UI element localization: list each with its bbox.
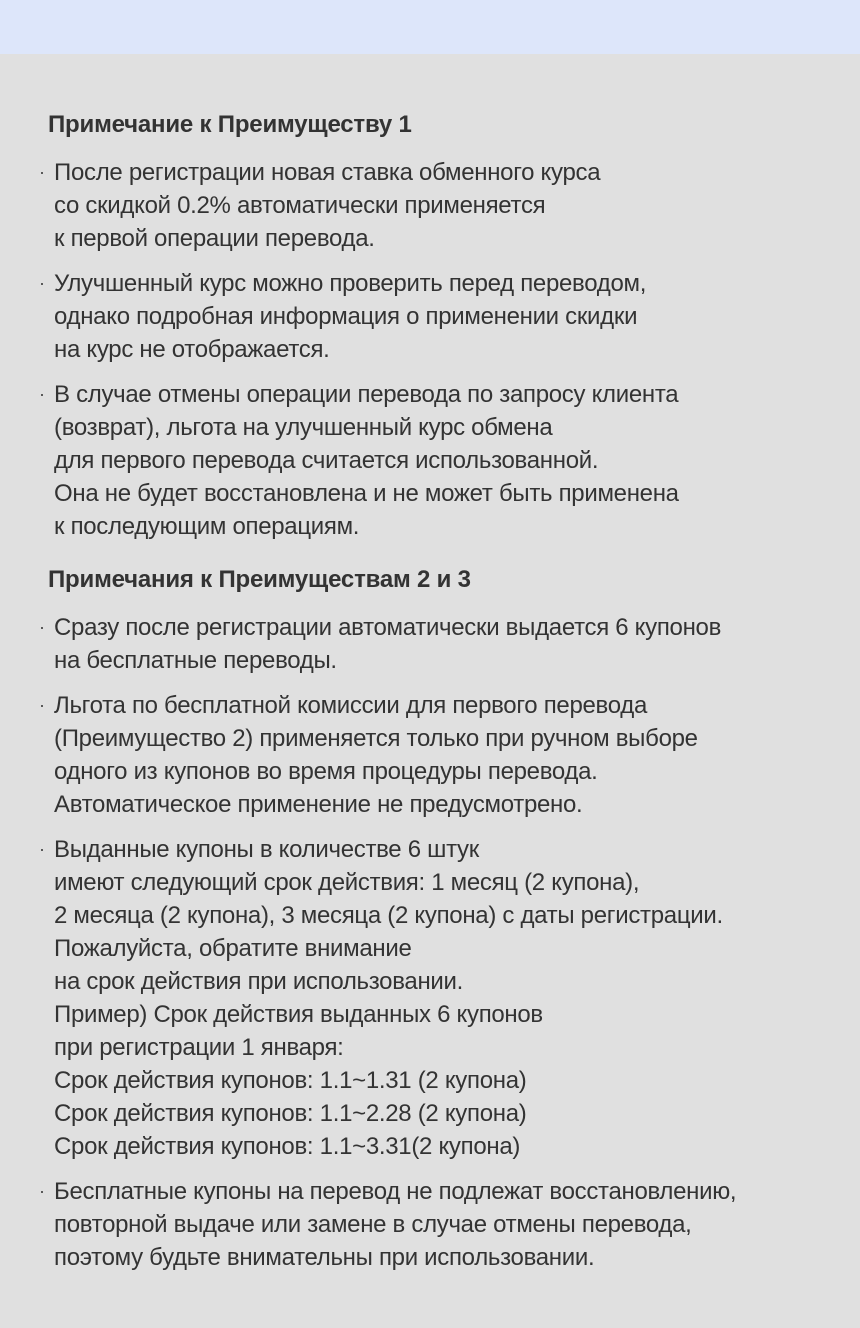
section-benefit-1 (35, 110, 800, 543)
list-item (35, 1175, 800, 1274)
note-line: (возврат), льгота на улучшенный курс обмена (54, 414, 553, 441)
note-line: со скидкой 0.2% автоматически применяется (54, 192, 546, 219)
section-benefits-2-3 (35, 565, 800, 1274)
header-band (0, 0, 860, 54)
section-title: Примечания к Преимуществам 2 и 3 (48, 566, 471, 593)
note-line: Пожалуйста, обратите внимание (54, 935, 412, 962)
list-item (35, 611, 800, 677)
bullet-icon: · (39, 384, 45, 404)
note-line: Пример) Срок действия выданных 6 купонов (54, 1001, 543, 1028)
note-line: Сразу после регистрации автоматически выдается 6 купонов (54, 614, 722, 641)
note-line: Бесплатные купоны на перевод не подлежат восстановлению, (54, 1178, 737, 1205)
note-line: повторной выдаче или замене в случае отмены перевода, (54, 1211, 692, 1238)
notes-list (35, 611, 800, 1274)
bullet-icon: · (39, 162, 45, 182)
note-line: Срок действия купонов: 1.1~3.31(2 купона) (54, 1133, 521, 1160)
note-line: Срок действия купонов: 1.1~1.31 (2 купона) (54, 1067, 527, 1094)
note-line: на бесплатные переводы. (54, 647, 337, 674)
note-line: В случае отмены операции перевода по запросу клиента (54, 381, 679, 408)
note-line: при регистрации 1 января: (54, 1034, 344, 1061)
bullet-icon: · (39, 839, 45, 859)
list-item (35, 833, 800, 1163)
list-item (35, 689, 800, 821)
notes-content (0, 54, 860, 1274)
note-line: на курс не отображается. (54, 336, 330, 363)
list-item (35, 267, 800, 366)
note-line: Срок действия купонов: 1.1~2.28 (2 купона) (54, 1100, 527, 1127)
note-line: к последующим операциям. (54, 513, 360, 540)
note-line: Она не будет восстановлена и не может быть применена (54, 480, 679, 507)
bullet-icon: · (39, 273, 45, 293)
list-item (35, 156, 800, 255)
note-line: к первой операции перевода. (54, 225, 375, 252)
note-line: (Преимущество 2) применяется только при ручном выборе (54, 725, 698, 752)
note-line: После регистрации новая ставка обменного курса (54, 159, 601, 186)
note-line: Выданные купоны в количестве 6 штук (54, 836, 479, 863)
note-line: одного из купонов во время процедуры перевода. (54, 758, 598, 785)
note-line: Льгота по бесплатной комиссии для первого перевода (54, 692, 647, 719)
note-line: 2 месяца (2 купона), 3 месяца (2 купона) с даты регистрации. (54, 902, 723, 929)
note-line: имеют следующий срок действия: 1 месяц (2 купона), (54, 869, 640, 896)
list-item (35, 378, 800, 543)
note-line: поэтому будьте внимательны при использовании. (54, 1244, 595, 1271)
bullet-icon: · (39, 1181, 45, 1201)
section-title: Примечание к Преимуществу 1 (48, 111, 412, 138)
note-line: для первого перевода считается использованной. (54, 447, 599, 474)
notes-list (35, 156, 800, 543)
note-line: на срок действия при использовании. (54, 968, 463, 995)
note-line: однако подробная информация о применении скидки (54, 303, 638, 330)
bullet-icon: · (39, 617, 45, 637)
note-line: Улучшенный курс можно проверить перед переводом, (54, 270, 647, 297)
note-line: Автоматическое применение не предусмотрено. (54, 791, 583, 818)
bullet-icon: · (39, 695, 45, 715)
